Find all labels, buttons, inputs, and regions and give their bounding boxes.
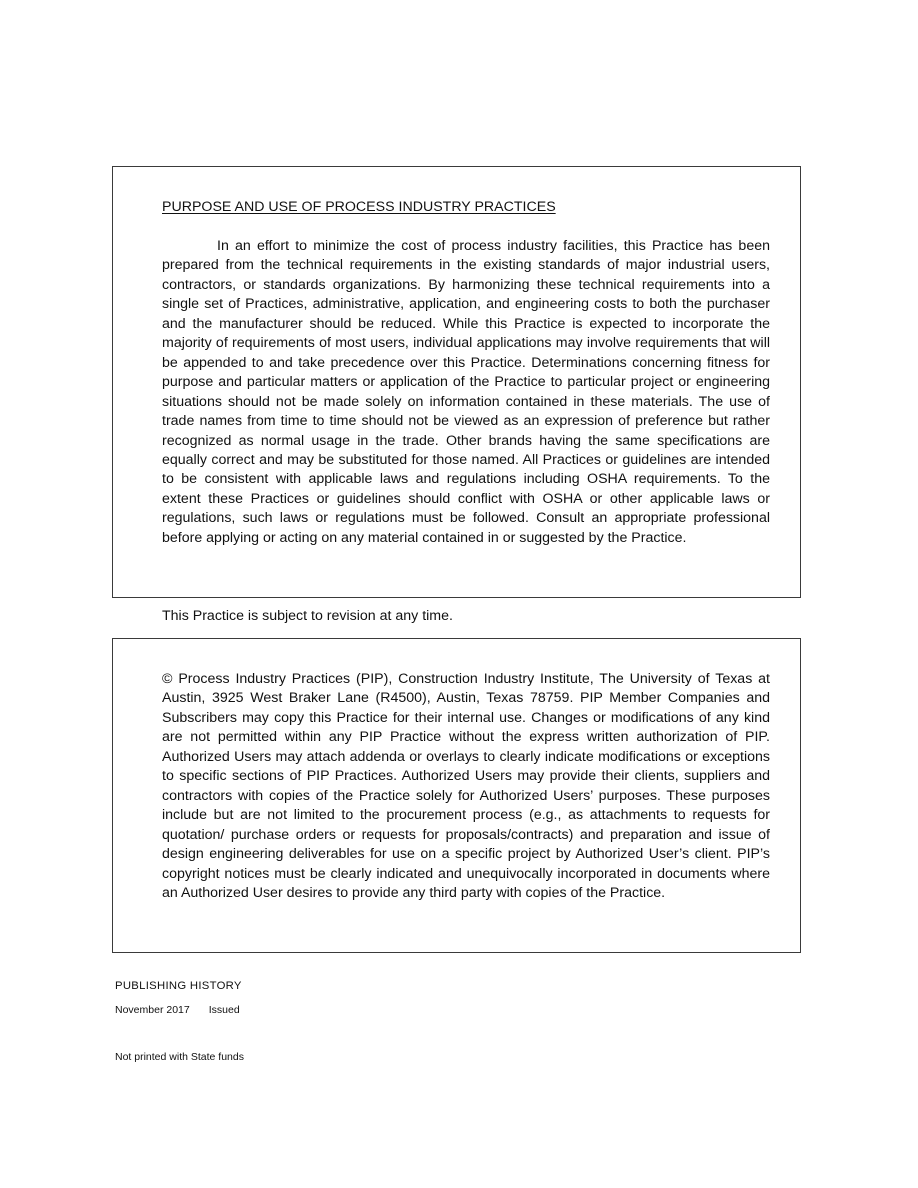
- purpose-section-title: PURPOSE AND USE OF PROCESS INDUSTRY PRACTICES: [162, 199, 556, 215]
- copyright-notice: © Process Industry Practices (PIP), Construction Industry Institute, The University of Texas at Austin, 3925 West Braker Lane (R4500), Austin, Texas 78759. PIP Member Companies and Subscribers may copy this Practice for their internal use. Changes or modifications of any kind are not permitted within any PIP Practice without the express written authorization of PIP. Authorized Users may attach addenda or overlays to clearly indicate modifications or exceptions to specific sections of PIP Practices. Authorized Users may provide their clients, suppliers and contractors with copies of the Practice solely for Authorized Users’ purposes. These purposes include but are not limited to the procurement process (e.g., as attachments to requests for quotation/ purchase orders or requests for proposals/contracts) and preparation and issue of design engineering deliverables for use on a specific project by Authorized User’s client. PIP’s copyright notices must be clearly indicated and unequivocally incorporated in documents where an Authorized User desires to provide any third party with copies of the Practice.: [162, 671, 770, 901]
- revision-note: This Practice is subject to revision at any time.: [162, 608, 453, 624]
- purpose-and-use-box: [112, 166, 801, 598]
- state-funds-note: Not printed with State funds: [115, 1051, 244, 1063]
- purpose-section-body: In an effort to minimize the cost of process industry facilities, this Practice has been prepared from the technical requirements in the existing standards of major industrial users, contractors, or standards organizations. By harmonizing these technical requirements into a single set of Practices, administrative, application, and engineering costs to both the purchaser and the manufacturer should be reduced. While this Practice is expected to incorporate the majority of requirements of most users, individual applications may involve requirements that will be appended to and take precedence over this Practice. Determinations concerning fitness for purpose and particular matters or application of the Practice to particular project or engineering situations should not be made solely on information contained in these materials. The use of trade names from time to time should not be viewed as an expression of preference but rather recognized as normal usage in the trade. Other brands having the same specifications are equally correct and may be substituted for those named. All Practices or guidelines are intended to be consistent with applicable laws and regulations including OSHA requirements. To the extent these Practices or guidelines should conflict with OSHA or other applicable laws or regulations, such laws or regulations must be followed. Consult an appropriate professional before applying or acting on any material contained in or suggested by the Practice.: [162, 238, 770, 546]
- publishing-history-heading: PUBLISHING HISTORY: [115, 980, 242, 992]
- publishing-history-entry: [115, 1004, 240, 1016]
- publishing-history-status: Issued: [208, 1004, 240, 1016]
- copyright-box: [112, 638, 801, 953]
- publishing-history-date: November 2017: [115, 1004, 190, 1016]
